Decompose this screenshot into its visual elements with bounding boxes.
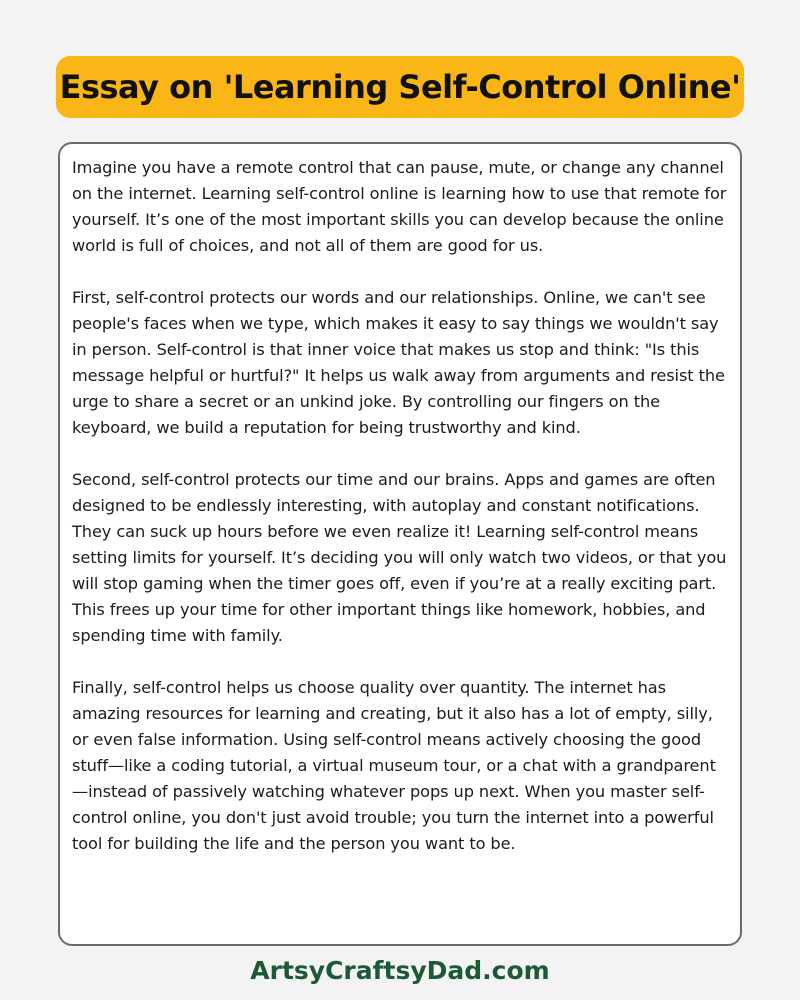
- essay-paragraph-time: Second, self-control protects our time and our brains. Apps and games are often designed to be endlessly interesting, with autoplay and constant notifications. They can suck up hours before we even realize it! Learning self-control means setting limits for yourself. It’s deciding you will only watch two videos, or that you will stop gaming when the timer goes off, even if you’re at a really exciting part. This frees up your time for other important things like homework, hobbies, and spending time with family.: [72, 470, 727, 645]
- essay-paragraph-intro: Imagine you have a remote control that can pause, mute, or change any channel on the internet. Learning self-control online is learning how to use that remote for yourself. It’s one of the most important skills you can develop because the online world is full of choices, and not all of them are good for us.: [72, 158, 727, 255]
- page-title: Essay on 'Learning Self-Control Online': [59, 68, 741, 106]
- footer-website: ArtsyCraftsyDad.com: [250, 956, 550, 985]
- essay-paragraph-words: First, self-control protects our words and our relationships. Online, we can't see people's faces when we type, which makes it easy to say things we wouldn't say in person. Self-control is that inner voice that makes us stop and think: "Is this message helpful or hurtful?" It helps us walk away from arguments and resist the urge to share a secret or an unkind joke. By controlling our fingers on the keyboard, we build a reputation for being trustworthy and kind.: [72, 288, 725, 437]
- essay-paragraph-quality: Finally, self-control helps us choose quality over quantity. The internet has amazing resources for learning and creating, but it also has a lot of empty, silly, or even false information. Using self-control means actively choosing the good stuff—like a coding tutorial, a virtual museum tour, or a chat with a grandparent—instead of passively watching whatever pops up next. When you master self-control online, you don't just avoid trouble; you turn the internet into a powerful tool for building the life and the person you want to be.: [72, 678, 716, 853]
- essay-body: [58, 142, 742, 946]
- title-banner: [56, 56, 744, 118]
